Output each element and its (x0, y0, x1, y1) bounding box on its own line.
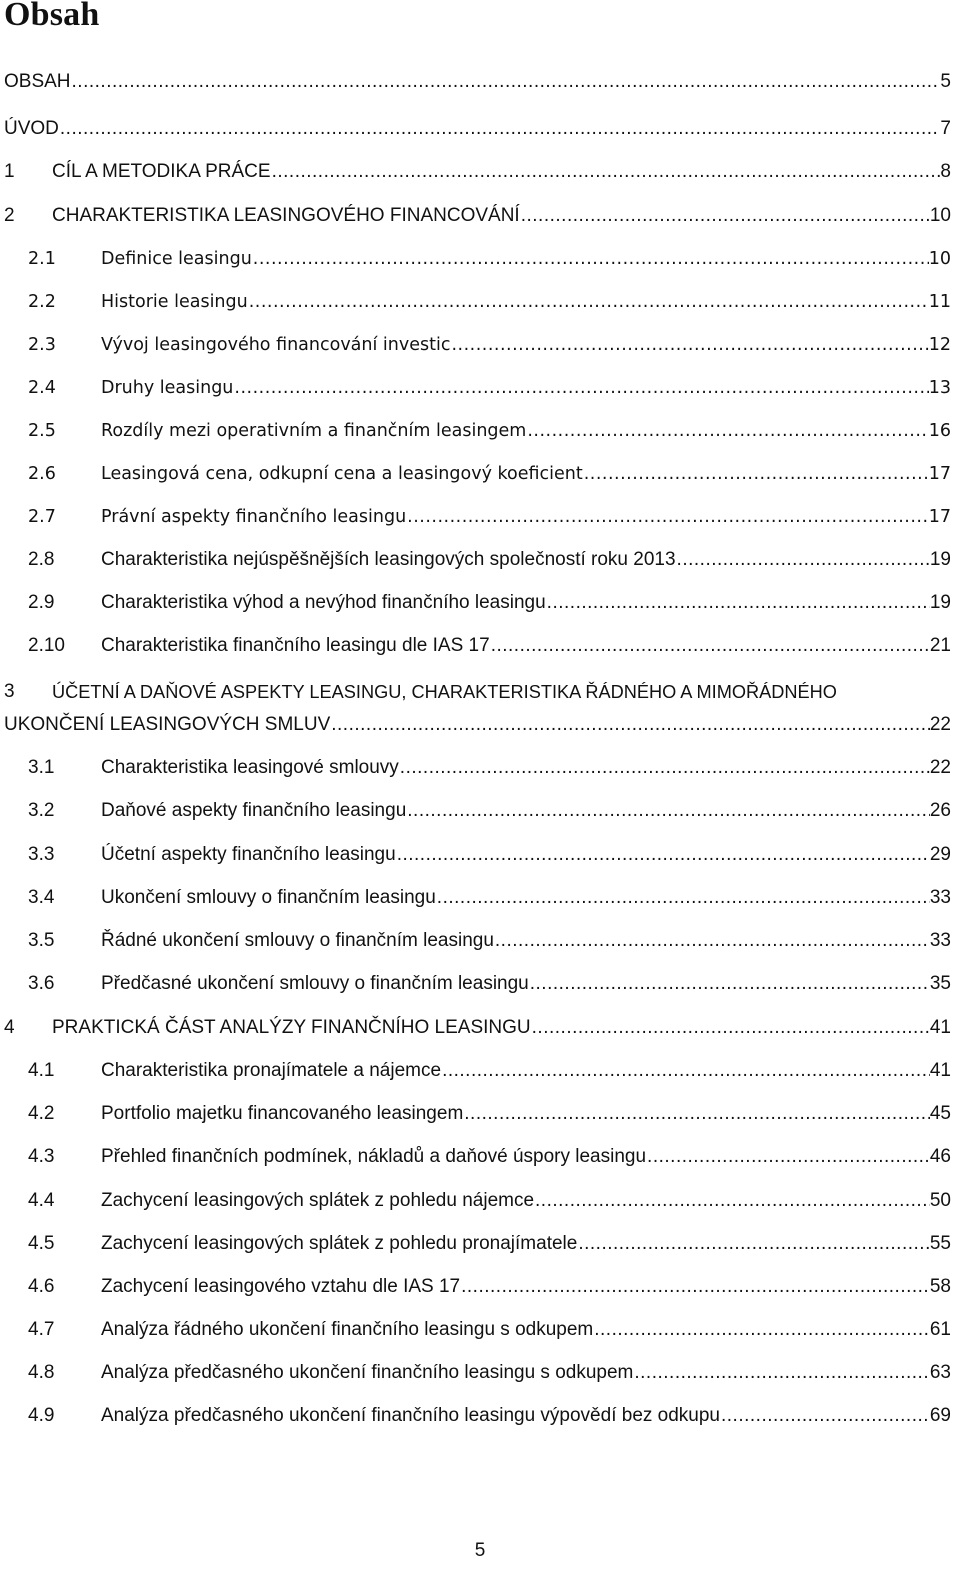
toc-entry-label: Leasingová cena, odkupní cena a leasingový koeficient (101, 464, 583, 484)
toc-entry-label: Přehled finančních podmínek, nákladů a daňové úspory leasingu (101, 1146, 647, 1167)
page-title: Obsah (4, 0, 100, 33)
toc-entry-page: 12 (928, 335, 951, 355)
toc-entry-number: 2.6 (28, 464, 56, 484)
toc-entry-label: Právní aspekty finančního leasingu (101, 507, 407, 527)
toc-entry-4-8[interactable] (0, 1358, 960, 1388)
toc-entry-label: Analýza předčasného ukončení finančního leasingu výpovědí bez odkupu (101, 1405, 720, 1426)
toc-entry-page: 45 (929, 1103, 951, 1124)
toc-entry-2-7[interactable] (0, 502, 960, 532)
toc-entry-2-10[interactable] (0, 631, 960, 661)
toc-entry-4-1[interactable] (0, 1056, 960, 1086)
toc-entry-label: Daňové aspekty finančního leasingu (101, 800, 407, 821)
toc-entry-number: 2 (4, 205, 15, 226)
toc-entry-label-line1: ÚČETNÍ A DAŇOVÉ ASPEKTY LEASINGU, CHARAKTERISTIKA ŘÁDNÉHO A MIMOŘÁDNÉHO (52, 682, 837, 702)
toc-entry-page: 17 (928, 464, 951, 484)
toc-entry-page: 22 (929, 714, 951, 735)
toc-entry-number: 3.5 (28, 930, 55, 951)
toc-entry-label: Definice leasingu (101, 249, 252, 269)
toc-entry-number: 2.10 (28, 635, 65, 656)
toc-entry-4-7[interactable] (0, 1315, 960, 1345)
toc-entry-label: Charakteristika pronajímatele a nájemce (101, 1060, 442, 1081)
toc-entry-page: 69 (929, 1405, 951, 1426)
toc-entry-3-2[interactable] (0, 796, 960, 826)
toc-entry-label: Analýza řádného ukončení finančního leasingu s odkupem (101, 1319, 594, 1340)
toc-entry-label: Charakteristika výhod a nevýhod finančního leasingu (101, 592, 546, 613)
toc-entry-page: 13 (928, 378, 951, 398)
toc-entry-obsah[interactable] (0, 67, 960, 97)
toc-entry-label: Portfolio majetku financovaného leasingem (101, 1103, 464, 1124)
toc-entry-number: 4.5 (28, 1233, 55, 1254)
toc-entry-page: 5 (940, 71, 951, 92)
toc-entry-number: 4 (4, 1017, 15, 1038)
toc-entry-2[interactable] (0, 201, 960, 231)
toc-entry-page: 33 (929, 930, 951, 951)
toc-entry-page: 10 (928, 249, 951, 269)
toc-entry-page: 19 (929, 549, 951, 570)
toc-entry-number: 2.3 (28, 335, 56, 355)
toc-entry-number: 2.9 (28, 592, 55, 613)
toc-entry-4-3[interactable] (0, 1142, 960, 1172)
toc-entry-2-4[interactable] (0, 373, 960, 403)
toc-entry-page: 7 (940, 118, 951, 139)
toc-entry-2-5[interactable] (0, 416, 960, 446)
toc-entry-page: 22 (929, 757, 951, 778)
toc-entry-label: Analýza předčasného ukončení finančního leasingu s odkupem (101, 1362, 634, 1383)
toc-entry-page: 35 (929, 973, 951, 994)
toc-entry-3-5[interactable] (0, 926, 960, 956)
toc-entry-label: ÚVOD (4, 118, 59, 139)
toc-entry-page: 41 (929, 1060, 951, 1081)
toc-entry-2-1[interactable] (0, 244, 960, 274)
toc-entry-uvod[interactable] (0, 114, 960, 144)
toc-entry-3-3[interactable] (0, 840, 960, 870)
toc-entry-3-4[interactable] (0, 883, 960, 913)
toc-entry-number: 3 (4, 681, 15, 702)
toc-entry-number: 4.9 (28, 1405, 55, 1426)
toc-entry-4-9[interactable] (0, 1401, 960, 1431)
toc-entry-label: Předčasné ukončení smlouvy o finančním leasingu (101, 973, 529, 994)
toc-entry-label: Charakteristika finančního leasingu dle IAS 17 (101, 635, 490, 656)
toc-entry-label: Vývoj leasingového financování investic (101, 335, 451, 355)
toc-entry-label: Charakteristika leasingové smlouvy (101, 757, 399, 778)
toc-entry-page: 63 (929, 1362, 951, 1383)
toc-entry-number: 4.6 (28, 1276, 55, 1297)
toc-entry-3[interactable] (0, 710, 960, 740)
toc-entry-label: Historie leasingu (101, 292, 248, 312)
toc-entry-number: 3.3 (28, 844, 55, 865)
toc-entry-2-3[interactable] (0, 330, 960, 360)
toc-entry-page: 50 (929, 1190, 951, 1211)
toc-entry-3-1[interactable] (0, 753, 960, 783)
toc-entry-number: 3.4 (28, 887, 55, 908)
toc-entry-page: 11 (928, 292, 951, 312)
toc-entry-page: 29 (929, 844, 951, 865)
toc-entry-page: 61 (929, 1319, 951, 1340)
toc-entry-number: 3.2 (28, 800, 55, 821)
toc-entry-label: Zachycení leasingových splátek z pohledu nájemce (101, 1190, 535, 1211)
toc-entry-1[interactable] (0, 157, 960, 187)
toc-entry-4-2[interactable] (0, 1099, 960, 1129)
toc-entry-3-6[interactable] (0, 969, 960, 999)
toc-entry-number: 4.2 (28, 1103, 55, 1124)
toc-entry-label: Zachycení leasingového vztahu dle IAS 17 (101, 1276, 461, 1297)
toc-entry-page: 16 (928, 421, 951, 441)
toc-entry-2-8[interactable] (0, 545, 960, 575)
toc-entry-number: 4.7 (28, 1319, 55, 1340)
toc-entry-2-6[interactable] (0, 459, 960, 489)
toc-entry-4-6[interactable] (0, 1272, 960, 1302)
toc-entry-number: 3.6 (28, 973, 55, 994)
toc-entry-number: 2.1 (28, 249, 56, 269)
toc-entry-number: 4.1 (28, 1060, 55, 1081)
toc-entry-page: 26 (929, 800, 951, 821)
toc-entry-label: Účetní aspekty finančního leasingu (101, 844, 396, 865)
toc-entry-page: 17 (928, 507, 951, 527)
toc-entry-label: CHARAKTERISTIKA LEASINGOVÉHO FINANCOVÁNÍ (52, 205, 520, 226)
toc-entry-page: 10 (929, 205, 951, 226)
toc-entry-2-9[interactable] (0, 588, 960, 618)
toc-entry-2-2[interactable] (0, 287, 960, 317)
toc-entry-page: 33 (929, 887, 951, 908)
toc-entry-4[interactable] (0, 1013, 960, 1043)
toc-entry-label: CÍL A METODIKA PRÁCE (52, 161, 271, 182)
toc-entry-page: 41 (929, 1017, 951, 1038)
toc-entry-number: 2.8 (28, 549, 55, 570)
toc-entry-4-5[interactable] (0, 1229, 960, 1259)
page-number: 5 (474, 1540, 486, 1561)
toc-entry-number: 2.4 (28, 378, 56, 398)
toc-entry-number: 3.1 (28, 757, 55, 778)
toc-entry-label: Řádné ukončení smlouvy o finančním leasingu (101, 930, 494, 951)
toc-entry-label: UKONČENÍ LEASINGOVÝCH SMLUV (4, 714, 331, 735)
toc-entry-number: 2.5 (28, 421, 56, 441)
toc-entry-page: 55 (929, 1233, 951, 1254)
toc-entry-page: 46 (929, 1146, 951, 1167)
toc-entry-page: 58 (929, 1276, 951, 1297)
toc-entry-label: OBSAH (4, 71, 71, 92)
toc-entry-label: Druhy leasingu (101, 378, 234, 398)
toc-entry-number: 1 (4, 161, 15, 182)
toc-entry-number: 2.7 (28, 507, 56, 527)
toc-entry-label: Zachycení leasingových splátek z pohledu pronajímatele (101, 1233, 578, 1254)
toc-entry-label: Ukončení smlouvy o finančním leasingu (101, 887, 436, 908)
toc-entry-4-4[interactable] (0, 1186, 960, 1216)
toc-entry-label: PRAKTICKÁ ČÁST ANALÝZY FINANČNÍHO LEASINGU (52, 1017, 531, 1038)
toc-entry-number: 4.3 (28, 1146, 55, 1167)
toc-entry-number: 4.4 (28, 1190, 55, 1211)
toc-entry-number: 4.8 (28, 1362, 55, 1383)
toc-entry-page: 8 (940, 161, 951, 182)
toc-entry-number: 2.2 (28, 292, 56, 312)
toc-entry-page: 21 (929, 635, 951, 656)
toc-entry-page: 19 (929, 592, 951, 613)
toc-entry-label: Charakteristika nejúspěšnějších leasingových společností roku 2013 (101, 549, 676, 570)
toc-entry-label: Rozdíly mezi operativním a finančním leasingem (101, 421, 527, 441)
